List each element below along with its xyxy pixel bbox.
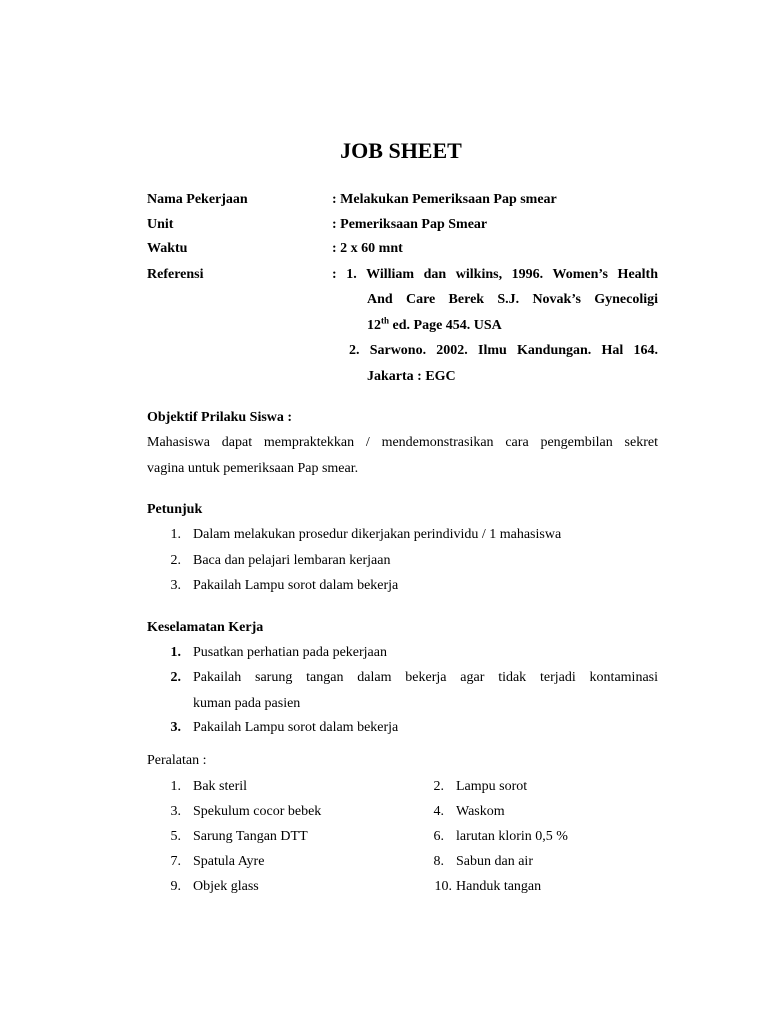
objektif-text-line-1: Mahasiswa dapat mempraktekkan / mendemonstrasikan cara pengembilan sekret — [147, 435, 658, 450]
list-number: 10. — [434, 879, 452, 894]
list-number: 9. — [170, 879, 181, 894]
list-number: 1. — [170, 779, 181, 794]
meta-label: Referensi — [147, 267, 204, 282]
peralatan-item: Bak steril — [193, 779, 248, 794]
list-number: 2. — [170, 670, 181, 685]
edition-rest: ed. Page 454. USA — [389, 318, 502, 333]
meta-value: : Melakukan Pemeriksaan Pap smear — [332, 192, 557, 207]
peralatan-item: Spekulum cocor bebek — [193, 804, 322, 819]
keselamatan-item: Pakailah Lampu sorot dalam bekerja — [193, 720, 399, 735]
meta-value: : 2 x 60 mnt — [332, 241, 403, 256]
peralatan-item: Spatula Ayre — [193, 854, 265, 869]
list-number: 8. — [433, 854, 444, 869]
petunjuk-item: Pakailah Lampu sorot dalam bekerja — [193, 578, 399, 593]
list-number: 2. — [433, 779, 444, 794]
peralatan-item: Objek glass — [193, 879, 259, 894]
meta-label: Waktu — [147, 241, 188, 256]
page-title: JOB SHEET — [340, 138, 462, 163]
meta-label: Unit — [147, 217, 174, 232]
reference-1-line-3 — [367, 315, 502, 334]
list-number: 5. — [170, 829, 181, 844]
meta-label: Nama Pekerjaan — [147, 192, 248, 207]
petunjuk-item: Baca dan pelajari lembaran kerjaan — [193, 553, 391, 568]
reference-1-line-1: : 1. William dan wilkins, 1996. Women’s Health — [332, 267, 658, 282]
keselamatan-item-line-1: Pakailah sarung tangan dalam bekerja agar tidak terjadi kontaminasi — [193, 670, 658, 685]
reference-2-line-1: 2. Sarwono. 2002. Ilmu Kandungan. Hal 164. — [349, 343, 658, 358]
list-number: 1. — [170, 527, 181, 542]
list-number: 1. — [170, 645, 181, 660]
objektif-heading: Objektif Prilaku Siswa : — [147, 410, 293, 425]
peralatan-item: Sabun dan air — [456, 854, 533, 869]
list-number: 4. — [433, 804, 444, 819]
peralatan-item: Sarung Tangan DTT — [193, 829, 308, 844]
peralatan-item: larutan klorin 0,5 % — [456, 829, 568, 844]
peralatan-heading: Peralatan : — [147, 753, 207, 768]
petunjuk-heading: Petunjuk — [147, 502, 203, 517]
list-number: 2. — [170, 553, 181, 568]
list-number: 3. — [170, 720, 181, 735]
objektif-text-line-2: vagina untuk pemeriksaan Pap smear. — [147, 461, 359, 476]
peralatan-item: Waskom — [456, 804, 505, 819]
petunjuk-item: Dalam melakukan prosedur dikerjakan perindividu / 1 mahasiswa — [193, 527, 562, 542]
peralatan-item: Handuk tangan — [456, 879, 542, 894]
keselamatan-item-line-2: kuman pada pasien — [193, 696, 301, 711]
meta-value: : Pemeriksaan Pap Smear — [332, 217, 488, 232]
reference-2-line-2: Jakarta : EGC — [367, 369, 456, 384]
edition-suffix: th — [381, 315, 390, 326]
list-number: 3. — [170, 804, 181, 819]
peralatan-item: Lampu sorot — [456, 779, 528, 794]
list-number: 7. — [170, 854, 181, 869]
reference-1-line-2: And Care Berek S.J. Novak’s Gynecoligi — [367, 292, 658, 307]
keselamatan-item: Pusatkan perhatian pada pekerjaan — [193, 645, 387, 660]
edition-number: 12 — [367, 318, 381, 333]
list-number: 3. — [170, 578, 181, 593]
list-number: 6. — [433, 829, 444, 844]
keselamatan-heading: Keselamatan Kerja — [147, 620, 264, 635]
